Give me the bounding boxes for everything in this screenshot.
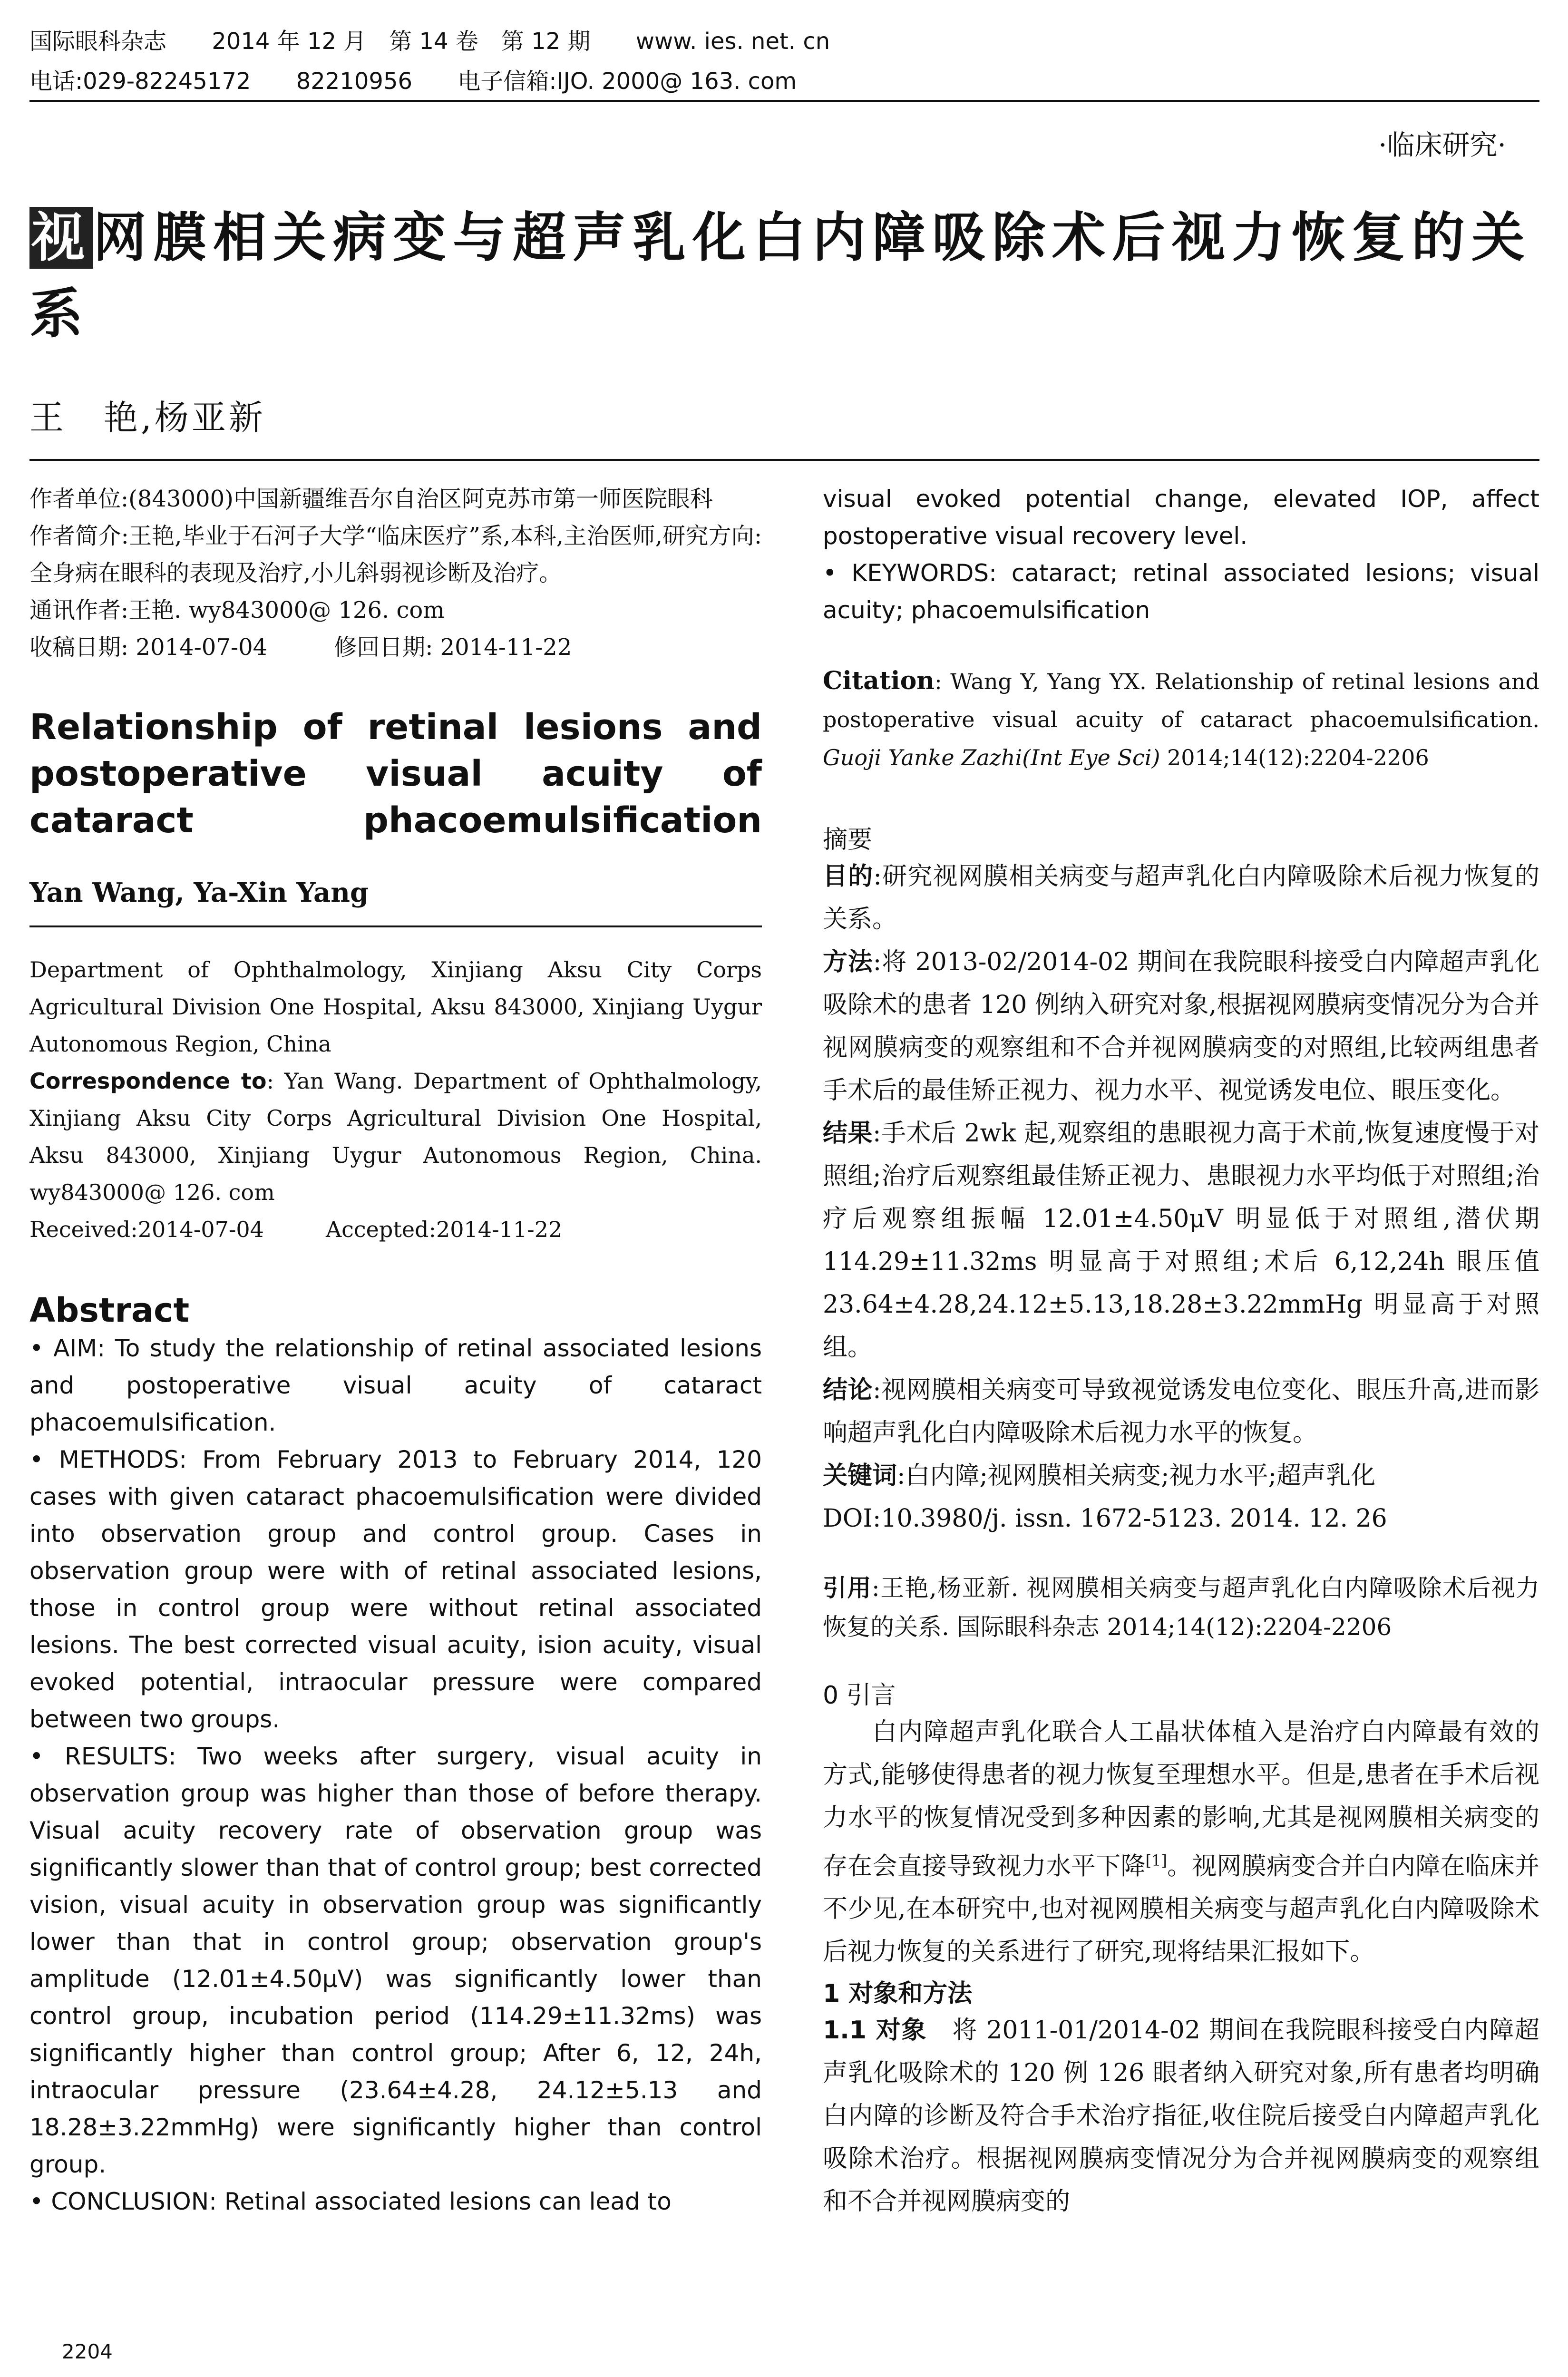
bio-cn: 作者简介:王艳,毕业于石河子大学“临床医疗”系,本科,主治医师,研究方向:全身病在眼科的表现及治疗,小儿斜弱视诊断及治疗。 [29,523,762,586]
methods-text: :将 2013-02/2014-02 期间在我院眼科接受白内障超声乳化吸除术的患者 120 例纳入研究对象,根据视网膜病变情况分为合并视网膜病变的观察组和不合并视网膜病变的对照组,比较两组患者手术后的最佳矫正视力、视力水平、视觉诱发电位、眼压变化。 [823,948,1539,1105]
authors-en: Yan Wang, Ya-Xin Yang [29,877,369,908]
intro-text-a: 白内障超声乳化联合人工晶状体植入是治疗白内障最有效的方式,能够使得患者的视力恢复至理想水平。但是,患者在手术后视力水平的恢复情况受到多种因素的影响,尤其是视网膜相关病变的存在会直接导致视力水平下降 [823,1718,1539,1881]
section-tag: ·临床研究· [1378,129,1506,161]
abstract-keywords: • KEYWORDS: cataract; retinal associated lesions; visual acuity; phacoemulsification [823,559,1539,624]
abstract-results: • RESULTS: Two weeks after surgery, visual acuity in observation group was higher than those of before therapy. Visual acuity recovery rate of observation group was significantly slower than that of control group; best corrected vision, visual acuity in observation group was significantly lower than that in control group; observation group's amplitude (12.01±4.50μV) was significantly lower than control group, incubation period (114.29±11.32ms) was significantly higher than control group; After 6, 12, 24h, intraocular pressure (23.64±4.28, 24.12±5.13 and 18.28±3.22mmHg) were significantly higher than control group. [29,1743,762,2178]
revised-cn: 修回日期: 2014-11-22 [334,634,572,661]
accepted-en: Accepted:2014-11-22 [325,1217,563,1242]
subjects-paragraph [823,2009,1539,2223]
cite-cn-label: 引用 [823,1574,872,1602]
journal-website[interactable]: www. ies. net. cn [635,28,830,55]
dates-cn [29,629,762,666]
citation-label: Citation [823,666,935,695]
aim-text: :研究视网膜相关病变与超声乳化白内障吸除术后视力恢复的关系。 [823,862,1539,934]
conclusion-label: 结论 [823,1376,873,1404]
correspondence-en [29,1062,762,1211]
phone-info-2: 82210956 [296,68,413,95]
correspondence-cn: 通讯作者:王艳. wy843000@ 126. com [29,597,445,623]
abstract-conclusion-start: • CONCLUSION: Retinal associated lesions can lead to [29,2188,672,2215]
left-column [29,480,762,2220]
issue-info: 2014 年 12 月 第 14 卷 第 12 期 [212,28,591,55]
doi[interactable]: DOI:10.3980/j. issn. 1672-5123. 2014. 12. 26 [823,1504,1387,1533]
department-en: Department of Ophthalmology, Xinjiang Aksu City Corps Agricultural Division One Hospital, Aksu 843000, Xinjiang Uygur Autonomous Region, China [29,957,762,1057]
abstract-cn-aim [823,855,1539,941]
citation-journal: Guoji Yanke Zazhi(Int Eye Sci) [823,745,1160,770]
journal-header-line2 [29,63,835,96]
abstract-aim: • AIM: To study the relationship of retinal associated lesions and postoperative visual acuity of cataract phacoemulsification. [29,1335,762,1436]
journal-header-line1 [29,23,868,56]
author-rule [29,925,762,927]
keywords-label: 关键词 [823,1461,897,1490]
abstract-cn-keywords [823,1454,1539,1497]
abstract-cn-methods [823,941,1539,1112]
intro-heading: 0 引言 [823,1681,896,1710]
authors-cn: 王 艳,杨亚新 [29,398,266,438]
citation-en [823,662,1539,777]
abstract-cn-heading: 摘要 [823,826,873,854]
results-text: :手术后 2wk 起,观察组的患眼视力高于术前,恢复速度慢于对照组;治疗后观察组最佳矫正视力、患眼视力水平均低于对照组;治疗后观察组振幅 12.01±4.50μV 明显低于对照组,潜伏期 114.29±11.32ms 明显高于对照组;术后 6,12,24h 眼压值 23.64±4.28,24.12±5.13,18.28±3.22mmHg 明显高于对照组。 [823,1119,1539,1362]
right-column [823,480,1539,2223]
received-en: Received:2014-07-04 [29,1217,264,1242]
affiliation-cn: 作者单位:(843000)中国新疆维吾尔自治区阿克苏市第一师医院眼科 [29,486,713,512]
methods-heading: 1 对象和方法 [823,1979,973,2008]
page-number: 2204 [62,2340,113,2363]
title-rest: 网膜相关病变与超声乳化白内障吸除术后视力恢复的关系 [29,207,1531,345]
citation-text: : Wang Y, Yang YX. Relationship of retinal lesions and postoperative visual acuity of cataract phacoemulsification. [823,669,1539,732]
keywords-text: :白内障;视网膜相关病变;视力水平;超声乳化 [897,1461,1376,1490]
correspondence-text: : Yan Wang. Department of Ophthalmology, Xinjiang Aksu City Corps Agricultural Division One Hospital, Aksu 843000, Xinjiang Uygur Autonomous Region, China. wy843000@ 126. com [29,1068,762,1205]
abstract-conclusion-cont: visual evoked potential change, elevated IOP, affect postoperative visual recovery level. [823,485,1539,550]
conclusion-text: :视网膜相关病变可导致视觉诱发电位变化、眼压升高,进而影响超声乳化白内障吸除术后视力水平的恢复。 [823,1376,1539,1447]
journal-name: 国际眼科杂志 [29,28,167,55]
subjects-text: 将 2011-01/2014-02 期间在我院眼科接受白内障超声乳化吸除术的 120 例 126 眼者纳入研究对象,所有患者均明确白内障的诊断及符合手术治疗指征,收住院后接受白内障超声乳化吸除术治疗。根据视网膜病变情况分为合并视网膜病变的观察组和不合并视网膜病变的 [823,2016,1539,2216]
dates-en [29,1211,762,1248]
header-rule [29,100,1539,102]
results-label: 结果 [823,1119,873,1148]
phone-info: 电话:029-82245172 [29,68,251,95]
article-title [29,200,1542,352]
cite-cn-text: :王艳,杨亚新. 视网膜相关病变与超声乳化白内障吸除术后视力恢复的关系. 国际眼科杂志 2014;14(12):2204-2206 [823,1574,1540,1641]
abstract-cn-conclusion [823,1369,1539,1454]
title-rule [29,459,1539,461]
subjects-label: 1.1 对象 [823,2016,927,2045]
intro-paragraph [823,1711,1539,1973]
email-info[interactable]: 电子信箱:IJO. 2000@ 163. com [458,68,797,95]
title-first-char: 视 [29,207,93,269]
methods-label: 方法 [823,948,873,976]
received-cn: 收稿日期: 2014-07-04 [29,634,268,661]
intro-reference[interactable]: [1] [1145,1851,1167,1870]
intro-text-b: 。视网膜病变合并白内障在临床并不少见,在本研究中,也对视网膜相关病变与超声乳化白内障吸除术后视力恢复的关系进行了研究,现将结果汇报如下。 [823,1852,1539,1967]
citation-cn [823,1568,1539,1646]
abstract-cn-results [823,1112,1539,1369]
aim-label: 目的 [823,862,874,891]
abstract-heading: Abstract [29,1291,190,1330]
correspondence-label: Correspondence to [29,1068,267,1094]
abstract-methods: • METHODS: From February 2013 to February 2014, 120 cases with given cataract phacoemulsification were divided into observation group and control group. Cases in observation group were with of retinal associated lesions, those in control group were without retinal associated lesions. The best corrected visual acuity, ision acuity, visual evoked potential, intraocular pressure were compared between two groups. [29,1446,762,1733]
citation-tail: 2014;14(12):2204-2206 [1167,745,1429,770]
title-en: Relationship of retinal lesions and postoperative visual acuity of cataract phacoemulsification [29,707,762,841]
